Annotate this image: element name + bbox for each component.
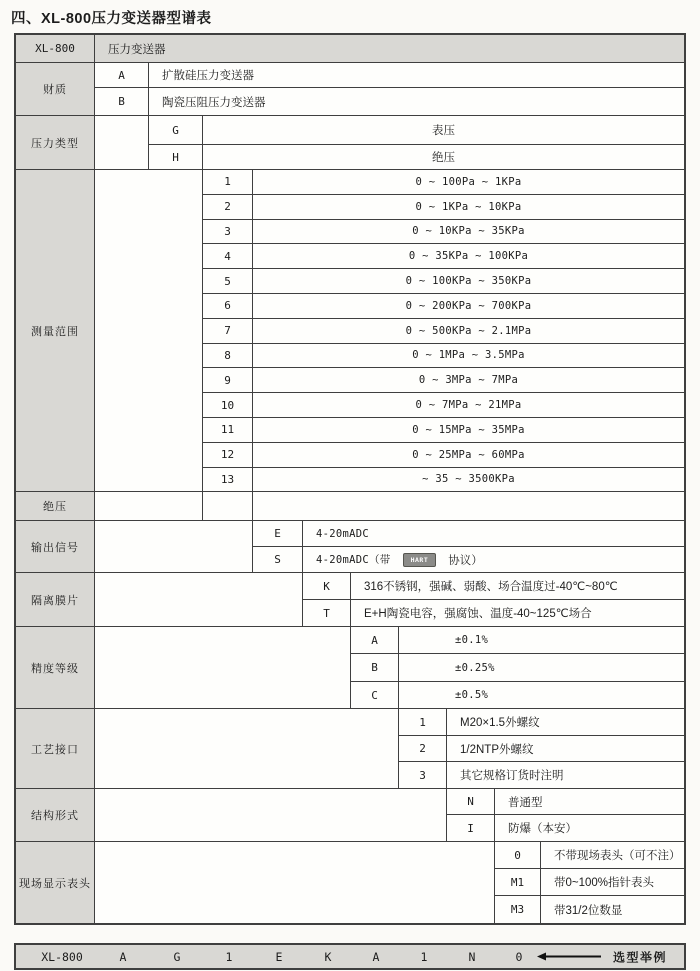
code-cell: 7 bbox=[202, 318, 252, 343]
desc-cell: 带31/2位数显 bbox=[540, 895, 684, 923]
desc-cell: 0 ~ 500KPa ~ 2.1MPa bbox=[252, 318, 684, 343]
empty-cell bbox=[94, 491, 202, 520]
empty-cell bbox=[94, 841, 494, 923]
code-cell: C bbox=[350, 681, 398, 708]
display-head-section-label: 现场显示表头 bbox=[16, 841, 94, 923]
absolute-pressure-section-label: 绝压 bbox=[16, 491, 94, 520]
code-cell: H bbox=[148, 144, 202, 169]
desc-cell: 1/2NTP外螺纹 bbox=[446, 735, 684, 761]
desc-cell: ±0.1% bbox=[398, 626, 684, 653]
example-code: A bbox=[119, 949, 127, 964]
code-cell: 0 bbox=[494, 841, 540, 868]
example-code: N bbox=[468, 949, 476, 964]
empty-cell bbox=[94, 626, 350, 708]
selection-example-label: 选型举例 bbox=[612, 950, 667, 964]
code-cell: 8 bbox=[202, 343, 252, 368]
material-section-label: 财质 bbox=[16, 62, 94, 115]
left-arrow-icon bbox=[537, 952, 601, 961]
desc-cell: 0 ~ 200KPa ~ 700KPa bbox=[252, 293, 684, 318]
model-selection-table bbox=[14, 33, 686, 925]
diaphragm-section-label: 隔离膜片 bbox=[16, 572, 94, 626]
example-code: G bbox=[173, 949, 181, 964]
empty-cell bbox=[94, 708, 398, 788]
desc-cell: 0 ~ 15MPa ~ 35MPa bbox=[252, 417, 684, 442]
code-cell: 1 bbox=[398, 708, 446, 735]
selection-example-bar bbox=[14, 943, 686, 970]
desc-cell: 陶瓷压阻压力变送器 bbox=[148, 87, 684, 115]
code-cell: E bbox=[252, 520, 302, 546]
code-cell: S bbox=[252, 546, 302, 572]
code-cell: 13 bbox=[202, 467, 252, 492]
desc-cell: 不带现场表头（可不注） bbox=[540, 841, 684, 868]
empty-cell bbox=[94, 572, 302, 626]
example-code: 1 bbox=[225, 949, 233, 964]
example-code: 1 bbox=[420, 949, 428, 964]
desc-cell: M20×1.5外螺纹 bbox=[446, 708, 684, 735]
empty-cell bbox=[252, 491, 684, 520]
page-title: 四、XL-800压力变送器型谱表 bbox=[11, 11, 212, 27]
code-cell: K bbox=[302, 572, 350, 599]
empty-cell bbox=[94, 520, 252, 572]
pressure-type-section-label: 压力类型 bbox=[16, 115, 94, 169]
example-code: E bbox=[275, 949, 283, 964]
desc-cell: 带0~100%指针表头 bbox=[540, 868, 684, 895]
code-cell: 5 bbox=[202, 268, 252, 293]
desc-cell: 0 ~ 7MPa ~ 21MPa bbox=[252, 392, 684, 417]
model-desc-cell: 压力变送器 bbox=[94, 35, 684, 62]
empty-cell bbox=[202, 491, 252, 520]
code-cell: 3 bbox=[398, 761, 446, 788]
code-cell: 10 bbox=[202, 392, 252, 417]
code-cell: M1 bbox=[494, 868, 540, 895]
desc-cell: 扩散硅压力变送器 bbox=[148, 62, 684, 87]
code-cell: M3 bbox=[494, 895, 540, 923]
code-cell: 2 bbox=[398, 735, 446, 761]
desc-cell: ±0.5% bbox=[398, 681, 684, 708]
code-cell: 3 bbox=[202, 219, 252, 244]
desc-cell: 0 ~ 100KPa ~ 350KPa bbox=[252, 268, 684, 293]
structure-section-label: 结构形式 bbox=[16, 788, 94, 841]
empty-cell bbox=[94, 169, 202, 491]
output-signal-section-label: 输出信号 bbox=[16, 520, 94, 572]
code-cell: N bbox=[446, 788, 494, 814]
code-cell: T bbox=[302, 599, 350, 626]
code-cell: 11 bbox=[202, 417, 252, 442]
empty-cell bbox=[94, 115, 148, 169]
desc-cell: 0 ~ 1KPa ~ 10KPa bbox=[252, 194, 684, 219]
code-cell: B bbox=[94, 87, 148, 115]
desc-cell: 0 ~ 25MPa ~ 60MPa bbox=[252, 442, 684, 467]
desc-cell: 表压 bbox=[202, 115, 684, 144]
desc-cell: 防爆（本安） bbox=[494, 814, 684, 841]
code-cell: 1 bbox=[202, 169, 252, 194]
code-cell: A bbox=[350, 626, 398, 653]
desc-cell bbox=[302, 546, 684, 572]
desc-cell: 0 ~ 35KPa ~ 100KPa bbox=[252, 243, 684, 268]
example-model-code: XL-800 bbox=[41, 949, 83, 964]
code-cell: 2 bbox=[202, 194, 252, 219]
desc-cell: 0 ~ 1MPa ~ 3.5MPa bbox=[252, 343, 684, 368]
desc-cell: 4-20mADC bbox=[302, 520, 684, 546]
code-cell: A bbox=[94, 62, 148, 87]
range-section-label: 测量范围 bbox=[16, 169, 94, 491]
desc-cell: 0 ~ 10KPa ~ 35KPa bbox=[252, 219, 684, 244]
code-cell: G bbox=[148, 115, 202, 144]
desc-cell: 0 ~ 3MPa ~ 7MPa bbox=[252, 367, 684, 392]
desc-cell: E+H陶瓷电容，强腐蚀、温度-40~125℃场合 bbox=[350, 599, 684, 626]
model-code-cell: XL-800 bbox=[16, 35, 94, 62]
desc-cell: 绝压 bbox=[202, 144, 684, 169]
example-code: K bbox=[324, 949, 332, 964]
example-code: 0 bbox=[515, 949, 523, 964]
desc-cell: 其它规格订货时注明 bbox=[446, 761, 684, 788]
desc-cell: ~ 35 ~ 3500KPa bbox=[252, 467, 684, 492]
process-connection-section-label: 工艺接口 bbox=[16, 708, 94, 788]
signal-desc-prefix: 4-20mADC（带 bbox=[316, 554, 391, 567]
empty-cell bbox=[94, 788, 446, 841]
code-cell: 9 bbox=[202, 367, 252, 392]
code-cell: B bbox=[350, 653, 398, 681]
desc-cell: 0 ~ 100Pa ~ 1KPa bbox=[252, 169, 684, 194]
code-cell: I bbox=[446, 814, 494, 841]
code-cell: 12 bbox=[202, 442, 252, 467]
desc-cell: ±0.25% bbox=[398, 653, 684, 681]
code-cell: 4 bbox=[202, 243, 252, 268]
signal-desc-suffix: 协议） bbox=[448, 554, 483, 567]
desc-cell: 316不锈钢，强碱、弱酸、场合温度过-40℃~80℃ bbox=[350, 572, 684, 599]
accuracy-section-label: 精度等级 bbox=[16, 626, 94, 708]
code-cell: 6 bbox=[202, 293, 252, 318]
example-code: A bbox=[372, 949, 380, 964]
hart-protocol-logo: HART bbox=[403, 553, 437, 568]
desc-cell: 普通型 bbox=[494, 788, 684, 814]
